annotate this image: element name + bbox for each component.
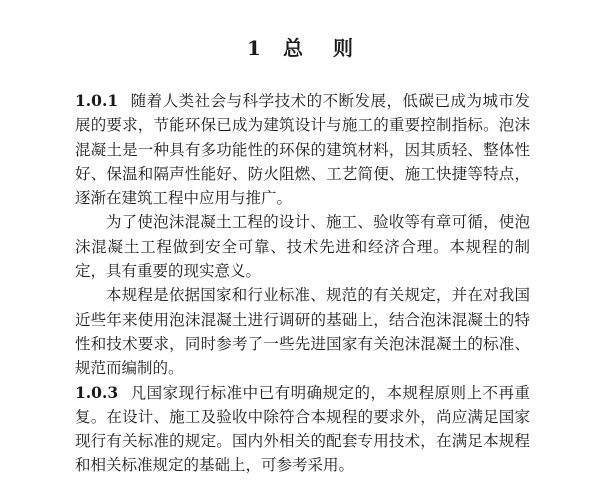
chapter-title [0, 32, 600, 61]
paragraph-basis [75, 283, 530, 380]
clause-text: 凡国家现行标准中已有明确规定的，本规程原则上不再重复。在设计、施工及验收中除符合本规程的要求外，尚应满足国家现行有关标准的规定。国内外相关的配套专用技术，在满足本规程和相关标准规定的基础上，可参考采用。 [75, 383, 530, 475]
paragraph-text: 为了使泡沫混凝土工程的设计、施工、验收等有章可循，使泡沫混凝土工程做到安全可靠、技术先进和经济合理。本规程的制定，具有重要的现实意义。 [75, 213, 530, 281]
clause-1-0-1 [75, 89, 530, 210]
chapter-title-part2: 则 [332, 36, 353, 60]
chapter-number: 1 [247, 36, 261, 60]
paragraph-purpose [75, 210, 530, 283]
clause-number: 1.0.3 [75, 382, 119, 402]
clause-number: 1.0.1 [75, 91, 119, 110]
chapter-body [75, 89, 530, 478]
clause-text: 随着人类社会与科学技术的不断发展，低碳已成为城市发展的要求，节能环保已成为建筑设计与施工的重要控制指标。泡沫混凝土是一种具有多功能性的环保的建筑材料，因其质轻、整体性好、保温和隔声性能好、防火阻燃、工艺简便、施工快捷等特点，逐渐在建筑工程中应用与推广。 [75, 92, 530, 208]
clause-1-0-3 [75, 381, 530, 478]
chapter-title-part1: 总 [282, 36, 303, 60]
paragraph-text: 本规程是依据国家和行业标准、规范的有关规定，并在对我国近些年来使用泡沫混凝土进行调研的基础上，结合泡沫混凝土的特性和技术要求，同时参考了一些先进国家有关泡沫混凝土的标准、规范而编制的。 [75, 286, 530, 378]
